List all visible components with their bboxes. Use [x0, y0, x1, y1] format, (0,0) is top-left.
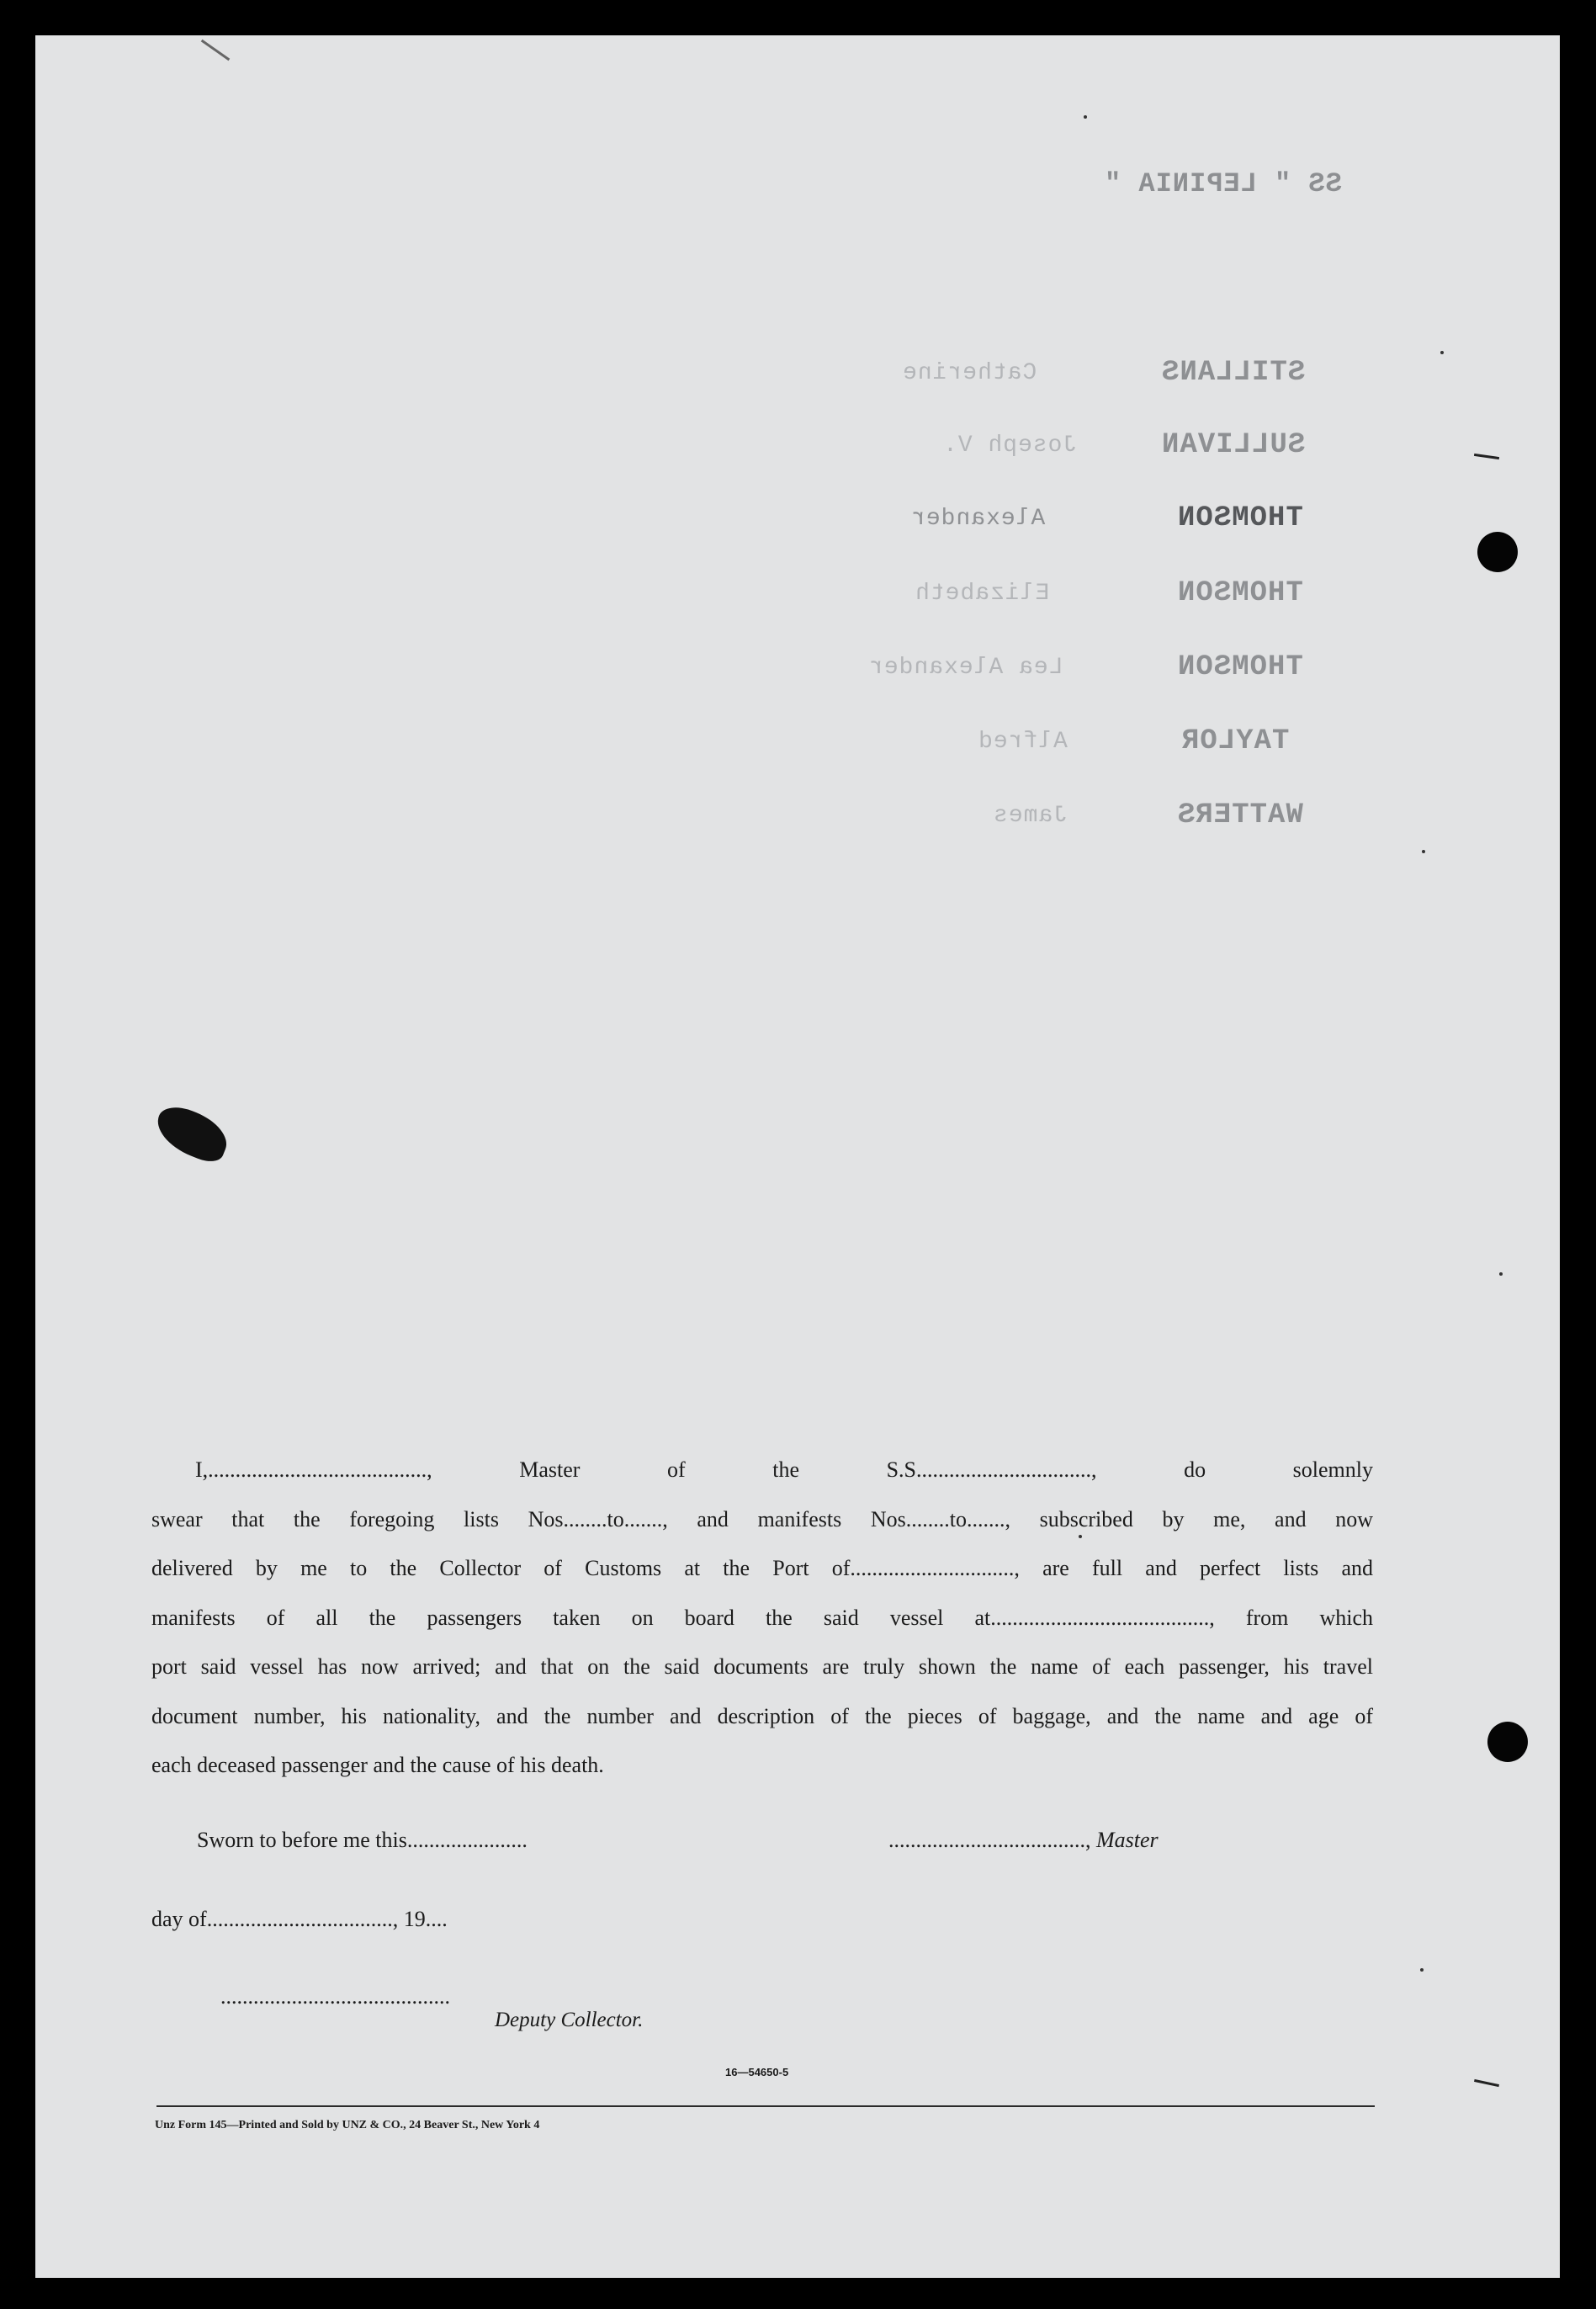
bleed-through-given-name: Alfred: [978, 729, 1068, 755]
form-number: 16—54650-5: [725, 2066, 789, 2078]
bleed-through-surname: WATTERS: [1177, 799, 1303, 831]
bleed-through-surname: SULLIVAN: [1161, 429, 1306, 461]
punch-hole: [1487, 1722, 1528, 1762]
bleed-through-surname: THOMSON: [1177, 577, 1303, 609]
sworn-date-field: Sworn to before me this......................: [197, 1828, 528, 1852]
bleed-through-given-name: Lea Alexander: [868, 655, 1063, 681]
oath-line: each deceased passenger and the cause of his death.: [151, 1753, 604, 1777]
paper-speck: [1440, 351, 1444, 354]
oath-line: document number, his nationality, and the number and description of the pieces of baggage, and the name and age of: [151, 1703, 1373, 1728]
bleed-through-ship-title: SS " LEPINIA ": [1104, 168, 1342, 199]
punch-hole: [1477, 532, 1518, 572]
manifest-page: [35, 35, 1560, 2278]
paper-speck: [1499, 1272, 1503, 1276]
bleed-through-given-name: Alexander: [910, 506, 1046, 532]
oath-line: I,........................................, Master of the S.S................................, do solemnly: [195, 1457, 1373, 1482]
bleed-through-given-name: Elizabeth: [915, 581, 1050, 607]
deputy-collector-label: Deputy Collector.: [495, 2009, 644, 2031]
bleed-through-surname: TAYLOR: [1181, 725, 1290, 757]
oath-line: delivered by me to the Collector of Customs at the Port of.............................., are full and perfect lists and: [151, 1556, 1373, 1580]
printer-credit: Unz Form 145—Printed and Sold by UNZ & CO., 24 Beaver St., New York 4: [155, 2119, 540, 2131]
bleed-through-surname: THOMSON: [1177, 651, 1303, 683]
footer-rule: [156, 2105, 1375, 2107]
deputy-collector-signature-line: ..........................................: [220, 1984, 450, 2009]
master-signature-dots: ....................................,: [888, 1828, 1091, 1852]
bleed-through-given-name: Catherine: [902, 360, 1037, 386]
bleed-through-surname: STILLANS: [1161, 357, 1306, 389]
paper-speck: [1420, 1968, 1424, 1972]
master-label: Master: [1096, 1828, 1159, 1852]
oath-line: swear that the foregoing lists Nos........to......., and manifests Nos........to......., subscribed by me, and now: [151, 1506, 1373, 1531]
day-of-field: day of.................................., 19....: [151, 1907, 448, 1931]
paper-speck: [1084, 115, 1087, 119]
bleed-through-surname: THOMSON: [1177, 502, 1303, 534]
master-oath: [151, 1446, 1373, 1791]
paper-speck: [1422, 850, 1425, 853]
oath-line: manifests of all the passengers taken on board the said vessel at........................................, from which: [151, 1605, 1373, 1630]
oath-line: port said vessel has now arrived; and that on the said documents are truly shown the name of each passenger, his travel: [151, 1654, 1373, 1679]
bleed-through-given-name: Joseph V.: [942, 433, 1078, 459]
bleed-through-given-name: James: [993, 803, 1068, 829]
master-signature-field: [888, 1828, 1159, 1853]
